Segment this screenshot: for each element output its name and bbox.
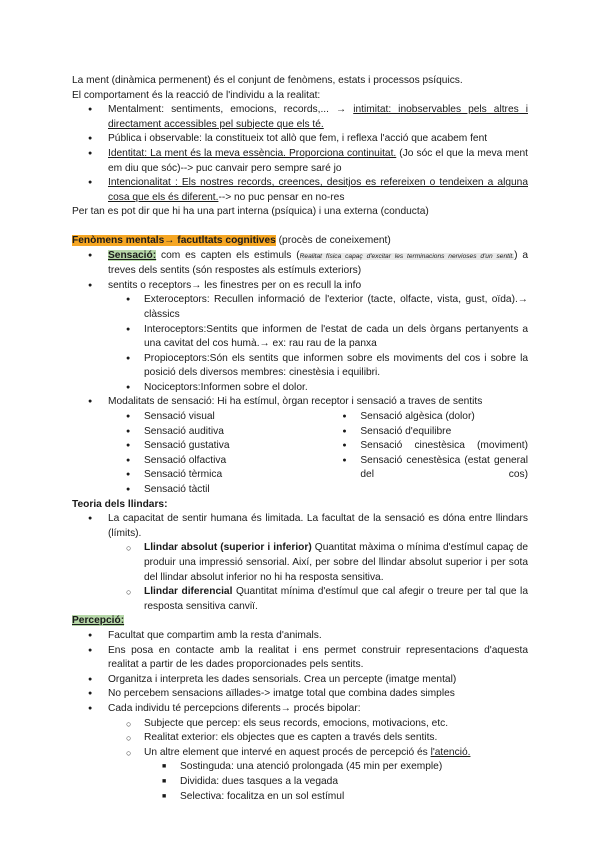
list-item: ● Sensació algèsica (dolor) [360,410,528,425]
list-item: ● Sensació auditiva [144,425,324,440]
list-item: ● Sensació visual [144,410,324,425]
intro-line-3: Per tan es pot dir que hi ha una part interna (psíquica) i una externa (conducta) [72,206,429,218]
list-item: ● Sensació gustativa [144,439,324,454]
fenomens-heading: Fenòmens mentals→ facutltats cognitives (procès de coneixement) [72,234,391,246]
list-item: ● Sensació olfactiva [144,454,324,469]
list-item: ■ Sostinguda: una atenció prolongada (45 min per exemple) [180,760,528,775]
list-item: ● Sensació tàctil [144,483,324,498]
modalitats-right [324,410,528,498]
list-item: ● Nociceptors:Informen sobre el dolor. [144,381,528,396]
list-item: ○ Subjecte que percep: els seus records, emocions, motivacions, etc. [144,717,528,732]
list-item: ● Ens posa en contacte amb la realitat i ens permet construir representacions d'aquesta realitat a partir de les dades proporcionades pels sentits. [108,644,528,673]
list-item: ● Mentalment: sentiments, emocions, records,... → intimitat: inobservables pels altres i directament accessibles pel subjecte que els té. [108,103,528,132]
list-item: ● Modalitats de sensació: Hi ha estímul, òrgan receptor i sensació a traves de sentits [108,395,528,410]
list-item: ● No percebem sensacions aïllades-> imatge total que combina dades simples [108,687,528,702]
list-item: ○ Llindar diferencial Quantitat mínima d'estímul que cal afegir o treure per tal que la resposta sensitiva canviï. [144,585,528,614]
llindars-list [72,512,528,614]
list-item: ● Sensació tèrmica [144,468,324,483]
atencio-list [144,760,528,804]
llindars-sublist [108,541,528,614]
list-item: ■ Selectiva: focalitza en un sol estímul [180,790,528,805]
list-item: ● Organitza i interpreta les dades sensorials. Crea un percepte (imatge mental) [108,673,528,688]
list-item: ○ Llindar absolut (superior i inferior) Quantitat màxima o mínima d'estímul capaç de produir una impressió sensorial. Així, per sobre del llindar absolut superior i per sota del llindar absolut inferior no hi ha resposta sensitiva. [144,541,528,585]
list-item: ● Propioceptors:Són els sentits que informen sobre els moviments del cos i sobre la posició dels diversos membres: cinestèsia i equilibri. [144,352,528,381]
intro-list [72,103,528,205]
modalitats-columns [72,410,528,498]
list-item: ● La capacitat de sentir humana és limitada. La facultat de la sensació es dóna entre llindars (límits). ○ Llindar absolut (superior i inferior) Quantitat màxima o mínima d'estímul capaç de produir una impressió sensorial. Així, per sobre del llindar absolut superior i per sota del llindar absolut inferior no hi ha resposta sensitiva. ○ Llindar diferencial Quantitat mínima d'estímul que cal afegir o treure per tal que la resposta sensitiva canviï. [108,512,528,614]
list-item: ● Exteroceptors: Recullen informació de l'exterior (tacte, olfacte, vista, gust, oïda).→ clàssics [144,293,528,322]
list-item: ● Sensació d'equilibre [360,425,528,440]
fenomens-list [72,249,528,411]
list-item: ● Sensació cinestèsica (moviment) [360,439,528,454]
document-page [72,74,528,804]
list-item: ● Sensació cenestèsica (estat general del cos) [360,454,528,483]
intro-line-1: La ment (dinàmica permenent) és el conjunt de fenòmens, estats i processos psíquics. [72,75,463,86]
list-item: ● Interoceptors:Sentits que informen de l'estat de cada un dels òrgans pertanyents a una cavitat del cos humà.→ ex: rau rau de la panxa [144,323,528,352]
llindars-heading: Teoria dels llindars: [72,498,168,510]
list-item: ● sentits o receptors→ les finestres per on es recull la info ● Exteroceptors: Recullen informació de l'exterior (tacte, olfacte, vista, gust, oïda).→ clàssics ● Interoceptors:Sentits que informen de l'estat de cada un dels òrgans pertanyents a una cavitat del cos humà.→ ex: rau rau de la panxa ● Propioceptors:Són els sentits que informen sobre els moviments del cos i sobre la posició dels diversos membres: cinestèsia i equilibri. ● Nociceptors:Informen sobre el dolor. [108,279,528,396]
receptor-list [108,293,528,395]
list-item: ● Facultat que compartim amb la resta d'animals. [108,629,528,644]
list-item: ● Pública i observable: la constitueix tot allò que fem, i reflexa l'acció que acabem fent [108,132,528,147]
list-item: ■ Dividida: dues tasques a la vegada [180,775,528,790]
intro-line-2: El comportament és la reacció de l'individu a la realitat: [72,89,321,101]
list-item: ○ Realitat exterior: els objectes que es capten a través dels sentits. [144,731,528,746]
list-item: ● Cada individu té percepcions diferents→ procés bipolar: ○ Subjecte que percep: els seus records, emocions, motivacions, etc. ○ Realitat exterior: els objectes que es capten a través dels sentits. ○ Un altre element que intervé en aquest procés de percepció és l'atenció. ■ Sostinguda: una atenció prolongada (45 min per exemple) ■ Dividida: dues tasques a la vegada ■ Selectiva: focalitza en un sol estímul [108,702,528,804]
percepcio-heading: Percepció: [72,615,125,627]
list-item: ● Identitat: La ment és la meva essència. Proporciona continuitat. (Jo sóc el que la meva ment em diu que sóc)--> puc canvair pero sempre saré jo [108,147,528,176]
list-item: ● Sensació: com es capten els estimuls (Realitat física capaç d'excitar les terminacions nervioses d'un sentit.) a treves dels sentits (són respostes als estímuls exteriors) [108,249,528,279]
list-item: ○ Un altre element que intervé en aquest procés de percepció és l'atenció. ■ Sostinguda: una atenció prolongada (45 min per exemple) ■ Dividida: dues tasques a la vegada ■ Selectiva: focalitza en un sol estímul [144,746,528,804]
modalitats-left [144,410,324,498]
percepcio-sublist [108,717,528,805]
percepcio-list [72,629,528,804]
list-item: ● Intencionalitat : Els nostres records, creences, desitjos es refereixen o tendeixen a alguna cosa que els és diferent.--> no puc pensar en no-res [108,176,528,205]
